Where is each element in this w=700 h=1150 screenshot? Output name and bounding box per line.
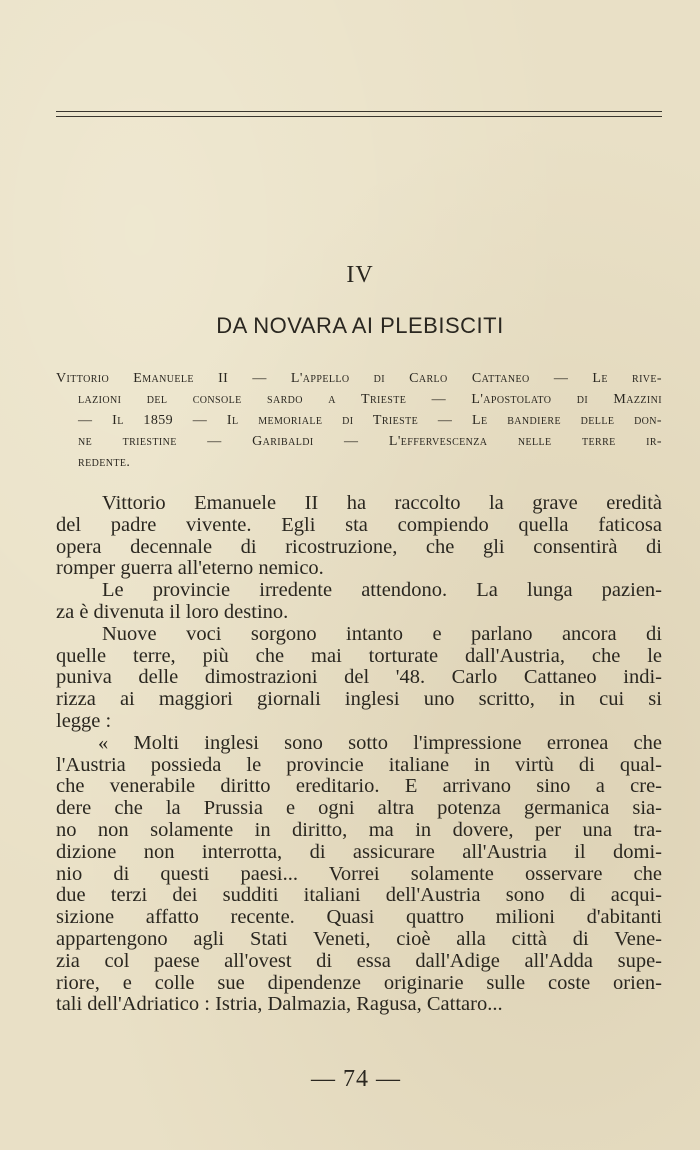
page-number: — 74 —	[311, 1066, 401, 1092]
quote-line: dizione non interrotta, di assicurare all'Austria il domi-	[56, 840, 662, 863]
paragraph-line: Vittorio Emanuele II ha raccolto la grave eredità	[102, 492, 662, 514]
quote-line: « Molti inglesi sono sotto l'impressione erronea che	[98, 731, 662, 754]
quote-line: nio di questi paesi... Vorrei solamente osservare che	[56, 862, 662, 885]
quote-line: sizione affatto recente. Quasi quattro milioni d'abitanti	[56, 906, 662, 929]
paragraph-line: del padre vivente. Egli sta compiendo quella faticosa	[56, 513, 662, 536]
quote-line: dere che la Prussia e ogni altra potenza germanica sia-	[56, 797, 662, 820]
paragraph-line: puniva delle dimostrazioni del '48. Carlo Cattaneo indi-	[56, 666, 662, 689]
header-rule	[56, 111, 662, 112]
paragraph-line: quelle terre, più che mai torturate dall'Austria, che le	[56, 644, 662, 667]
paragraph-line: Le provincie irredente attendono. La lunga pazien-	[102, 579, 662, 602]
quote-line: no non solamente in diritto, ma in dovere, per una tra-	[56, 818, 662, 841]
chapter-title: DA NOVARA AI PLEBISCITI	[216, 313, 504, 338]
quote-line: due terzi dei sudditi italiani dell'Austria sono di acqui-	[56, 884, 662, 907]
quote-line: che venerabile diritto ereditario. E arrivano sino a cre-	[56, 775, 662, 798]
summary-line: redente.	[78, 455, 131, 470]
paragraph-line: legge :	[56, 709, 112, 732]
quote-line: appartengono agli Stati Veneti, cioè alla città di Vene-	[56, 927, 662, 950]
summary-line: — Il 1859 — Il memoriale di Trieste — Le bandiere delle don-	[78, 413, 662, 428]
paragraph-line: za è divenuta il loro destino.	[56, 600, 289, 623]
quote-line: riore, e colle sue dipendenze originarie sulle coste orien-	[56, 971, 662, 994]
paragraph-line: romper guerra all'eterno nemico.	[56, 557, 324, 580]
chapter-number: IV	[346, 262, 374, 288]
summary-line: lazioni del console sardo a Trieste — L'apostolato di Mazzini	[78, 392, 662, 407]
quote-line: zia col paese all'ovest di essa dall'Adige all'Adda supe-	[56, 949, 662, 972]
quote-line: tali dell'Adriatico : Istria, Dalmazia, Ragusa, Cattaro...	[56, 993, 503, 1016]
summary-line: ne triestine — Garibaldi — L'effervescenza nelle terre ir-	[78, 434, 662, 449]
body-text	[56, 493, 662, 1016]
summary-line: Vittorio Emanuele II — L'appello di Carlo Cattaneo — Le rive-	[56, 371, 662, 386]
quote-line: l'Austria possieda le provincie italiane in virtù di qual-	[56, 753, 662, 776]
paragraph-line: rizza ai maggiori giornali inglesi uno scritto, in cui si	[56, 688, 662, 711]
paragraph-line: Nuove voci sorgono intanto e parlano ancora di	[102, 622, 662, 645]
paragraph-line: opera decennale di ricostruzione, che gli consentirà di	[56, 535, 662, 558]
header-rule-thin	[56, 116, 662, 117]
chapter-summary	[56, 368, 662, 473]
